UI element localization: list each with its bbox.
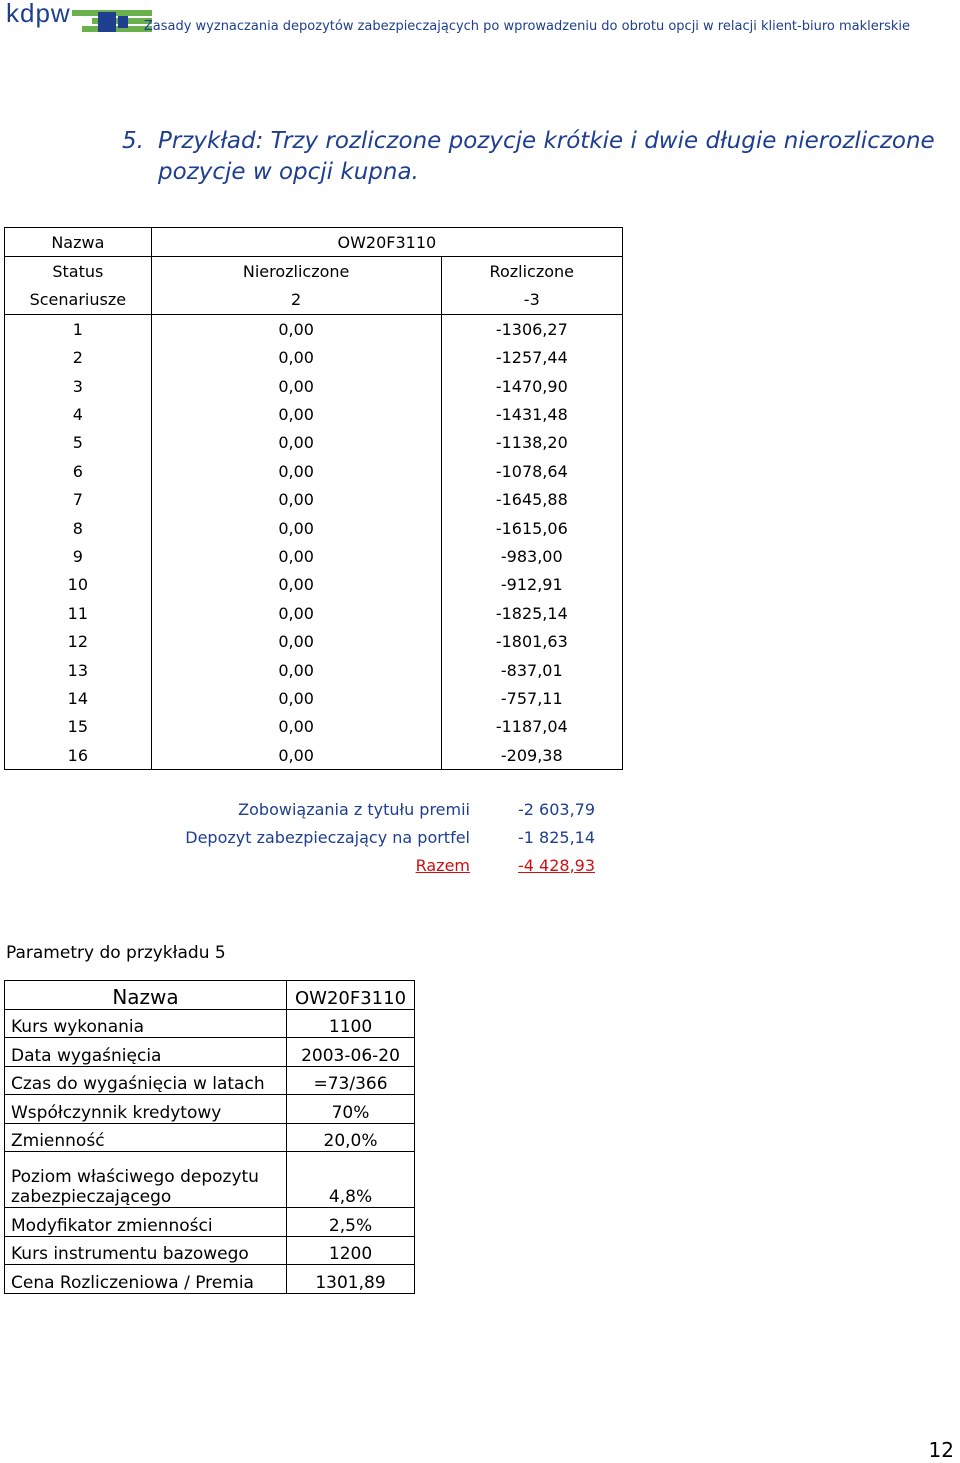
unsettled-value: 0,00 [151,400,441,428]
total-value: -4 428,93 [518,855,596,875]
param-value: 1200 [287,1236,415,1265]
table-row [5,344,623,372]
settled-value: -1138,20 [441,429,622,457]
settled-value: -912,91 [441,571,622,599]
table-row [5,627,623,655]
header-cell: -3 [441,286,622,315]
unsettled-value: 0,00 [151,429,441,457]
table-row [5,656,623,684]
unsettled-value: 0,00 [151,315,441,344]
table-row [5,741,623,770]
settled-value: -1078,64 [441,457,622,485]
settled-value: -1306,27 [441,315,622,344]
scenario-number: 8 [5,514,152,542]
scenario-number: 12 [5,627,152,655]
param-value: 2,5% [287,1208,415,1237]
settled-value: -757,11 [441,684,622,712]
param-key: Modyfikator zmienności [5,1208,287,1237]
unsettled-value: 0,00 [151,514,441,542]
scenario-header-row [5,286,623,315]
scenario-header-row [5,257,623,286]
header-cell: Rozliczone [441,257,622,286]
scenario-number: 13 [5,656,152,684]
table-row [5,514,623,542]
settled-value: -1470,90 [441,372,622,400]
settled-value: -1187,04 [441,713,622,741]
param-value: 4,8% [287,1152,415,1208]
params-header-row [5,981,415,1010]
param-key: Kurs instrumentu bazowego [5,1236,287,1265]
unsettled-value: 0,00 [151,741,441,770]
scenario-number: 4 [5,400,152,428]
summary-value: -1 825,14 [518,827,596,847]
scenario-number: 16 [5,741,152,770]
scenario-number: 9 [5,542,152,570]
settled-value: -1257,44 [441,344,622,372]
scenario-number: 11 [5,599,152,627]
param-value: =73/366 [287,1066,415,1095]
scenario-number: 1 [5,315,152,344]
kdpw-logo [2,0,152,40]
section-number: 5. [122,128,144,154]
param-value: 2003-06-20 [287,1038,415,1067]
scenario-number: 2 [5,344,152,372]
scenario-number: 15 [5,713,152,741]
summary-label: Zobowiązania z tytułu premii [238,799,470,819]
summary-label: Depozyt zabezpieczający na portfel [185,827,470,847]
unsettled-value: 0,00 [151,627,441,655]
settled-value: -1615,06 [441,514,622,542]
table-row [5,400,623,428]
settled-value: -209,38 [441,741,622,770]
params-row [5,1208,415,1237]
unsettled-value: 0,00 [151,713,441,741]
param-key: Zmienność [5,1123,287,1152]
table-row [5,713,623,741]
unsettled-value: 0,00 [151,344,441,372]
table-row [5,429,623,457]
scenario-number: 7 [5,486,152,514]
header-label: Scenariusze [5,286,152,315]
summary-row [160,795,658,823]
params-table [4,980,415,1294]
settled-value: -983,00 [441,542,622,570]
settled-value: -1825,14 [441,599,622,627]
section-title [122,126,952,188]
scenario-number: 6 [5,457,152,485]
logo-text: kdpw [6,0,71,28]
scenario-header-row [5,228,623,257]
section-title-text: Przykład: Trzy rozliczone pozycje krótkie i dwie długie nierozliczone pozycje w opcji kupna. [158,128,935,185]
scenario-number: 14 [5,684,152,712]
table-row [5,599,623,627]
param-value: 1100 [287,1009,415,1038]
params-heading: Parametry do przykładu 5 [6,943,226,963]
header-cell: 2 [151,286,441,315]
summary-row [160,823,658,851]
table-row [5,315,623,344]
params-row [5,1095,415,1124]
scenario-table [4,227,623,770]
settled-value: -1645,88 [441,486,622,514]
param-key: Czas do wygaśnięcia w latach [5,1066,287,1095]
params-header-key: Nazwa [5,981,287,1010]
param-key: Cena Rozliczeniowa / Premia [5,1265,287,1294]
total-label: Razem [415,855,470,875]
params-row [5,1152,415,1208]
scenario-number: 3 [5,372,152,400]
param-value: 20,0% [287,1123,415,1152]
unsettled-value: 0,00 [151,599,441,627]
params-row [5,1009,415,1038]
table-row [5,372,623,400]
page-number: 12 [928,1438,954,1462]
scenario-number: 5 [5,429,152,457]
param-key: Kurs wykonania [5,1009,287,1038]
unsettled-value: 0,00 [151,571,441,599]
settled-value: -837,01 [441,656,622,684]
params-row [5,1236,415,1265]
param-value: 70% [287,1095,415,1124]
summary-total-row [160,851,658,879]
unsettled-value: 0,00 [151,372,441,400]
scenario-number: 10 [5,571,152,599]
table-row [5,486,623,514]
unsettled-value: 0,00 [151,542,441,570]
params-row [5,1038,415,1067]
settled-value: -1801,63 [441,627,622,655]
table-row [5,457,623,485]
unsettled-value: 0,00 [151,684,441,712]
params-row [5,1265,415,1294]
logo-graphic [2,0,152,40]
unsettled-value: 0,00 [151,457,441,485]
header-cell: Nierozliczone [151,257,441,286]
unsettled-value: 0,00 [151,656,441,684]
param-key: Poziom właściwego depozytu zabezpieczającego [5,1152,287,1208]
settled-value: -1431,48 [441,400,622,428]
params-header-value: OW20F3110 [287,981,415,1010]
summary-value: -2 603,79 [518,799,596,819]
unsettled-value: 0,00 [151,486,441,514]
instrument-name: OW20F3110 [151,228,622,257]
params-row [5,1123,415,1152]
header-label: Status [5,257,152,286]
param-value: 1301,89 [287,1265,415,1294]
table-row [5,542,623,570]
summary-table [160,795,658,879]
param-key: Współczynnik kredytowy [5,1095,287,1124]
table-row [5,684,623,712]
table-row [5,571,623,599]
header-title: Zasady wyznaczania depozytów zabezpieczających po wprowadzeniu do obrotu opcji w relacji klient-biuro maklerskie [143,19,910,34]
header-label: Nazwa [5,228,152,257]
param-key: Data wygaśnięcia [5,1038,287,1067]
params-row [5,1066,415,1095]
